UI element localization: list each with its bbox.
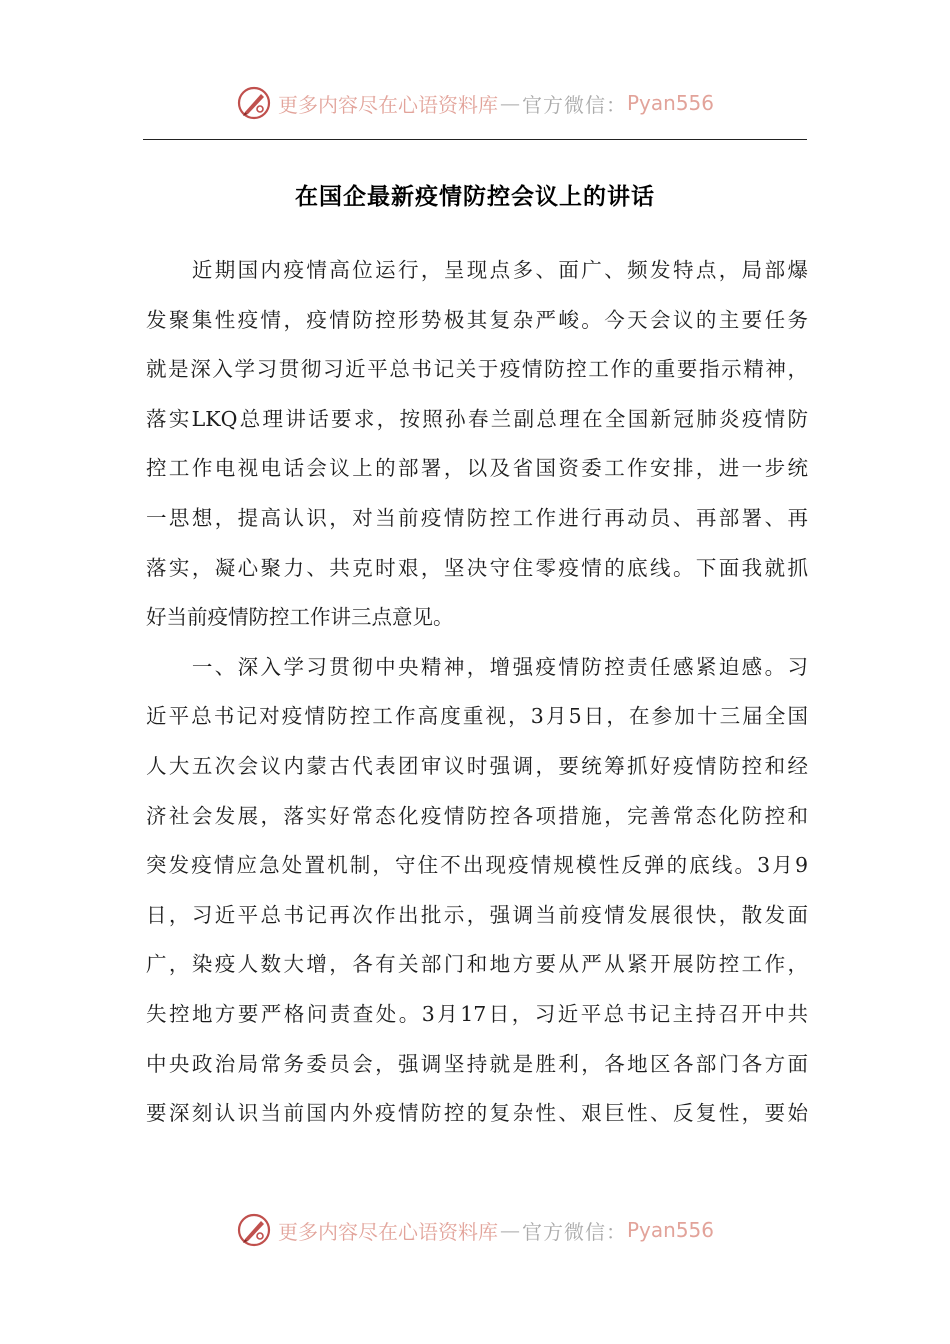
- banner-dash: —: [499, 1218, 520, 1242]
- body-line: 广，染疫人数大增，各有关部门和地方要从严从紧开展防控工作，: [146, 952, 808, 977]
- banner-wechat-id: Pyan556: [626, 91, 714, 115]
- header-divider: [143, 139, 807, 140]
- body-line: 失控地方要严格问责查处。3月17日，习近平总书记主持召开中共: [146, 1001, 808, 1026]
- banner-site-text: 更多内容尽在心语资料库: [277, 92, 498, 117]
- body-line: 落实，凝心聚力、共克时艰，坚决守住零疫情的底线。下面我就抓: [146, 555, 808, 580]
- header-banner: [0, 81, 950, 125]
- banner-wechat-label: 官方微信：: [521, 92, 627, 117]
- banner-wechat-label: 官方微信：: [521, 1219, 627, 1244]
- banner-dash: —: [499, 91, 520, 115]
- body-line: 突发疫情应急处置机制，守住不出现疫情规模性反弹的底线。3月9: [146, 853, 808, 878]
- body-line: 要深刻认识当前国内外疫情防控的复杂性、艰巨性、反复性，要始: [146, 1101, 808, 1126]
- document-body: [146, 246, 808, 1139]
- footer-banner: [0, 1208, 950, 1252]
- body-line: 近期国内疫情高位运行，呈现点多、面广、频发特点，局部爆: [146, 258, 808, 282]
- body-line: 近平总书记对疫情防控工作高度重视，3月5日，在参加十三届全国: [146, 704, 808, 729]
- pen-logo-icon: [236, 1212, 272, 1248]
- banner-site-text: 更多内容尽在心语资料库: [277, 1219, 498, 1244]
- body-line: 落实LKQ总理讲话要求，按照孙春兰副总理在全国新冠肺炎疫情防: [146, 406, 808, 431]
- body-line: 一、深入学习贯彻中央精神，增强疫情防控责任感紧迫感。习: [146, 654, 808, 679]
- body-line: 中央政治局常务委员会，强调坚持就是胜利，各地区各部门各方面: [146, 1051, 808, 1076]
- banner-wechat-id: Pyan556: [626, 1218, 714, 1242]
- document-title: 在国企最新疫情防控会议上的讲话: [295, 184, 655, 210]
- body-line: 就是深入学习贯彻习近平总书记关于疫情防控工作的重要指示精神，: [146, 357, 808, 382]
- body-line: 好当前疫情防控工作讲三点意见。: [146, 605, 454, 630]
- body-line: 济社会发展，落实好常态化疫情防控各项措施，完善常态化防控和: [146, 803, 808, 828]
- body-line: 日，习近平总书记再次作出批示，强调当前疫情发展很快，散发面: [146, 902, 808, 927]
- body-line: 发聚集性疫情，疫情防控形势极其复杂严峻。今天会议的主要任务: [146, 307, 808, 332]
- body-line: 控工作电视电话会议上的部署，以及省国资委工作安排，进一步统: [146, 456, 808, 481]
- body-line: 人大五次会议内蒙古代表团审议时强调，要统筹抓好疫情防控和经: [146, 753, 808, 778]
- pen-logo-icon: [236, 85, 272, 121]
- body-line: 一思想，提高认识，对当前疫情防控工作进行再动员、再部署、再: [146, 505, 808, 530]
